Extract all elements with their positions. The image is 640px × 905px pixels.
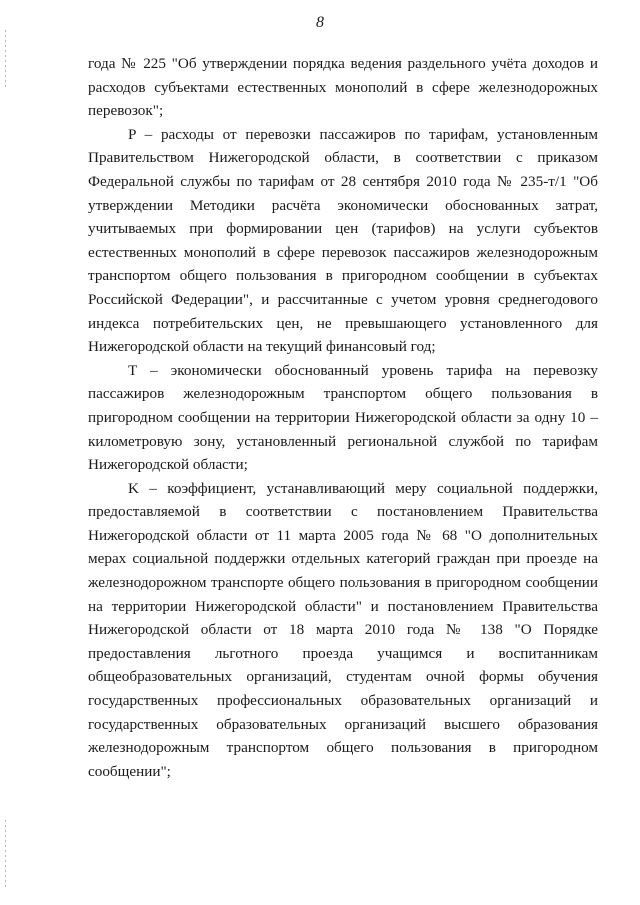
scan-edge-mark [5, 820, 6, 890]
document-body [88, 52, 598, 783]
scan-edge-mark [5, 30, 6, 90]
paragraph-definition-p: P – расходы от перевозки пассажиров по тарифам, установленным Правительством Нижегородской области, в соответствии с приказом Федеральной службы по тарифам от 28 сентября 2010 года № 235-т/1 "Об утверждении Методики расчёта экономически обоснованных затрат, учитываемых при формировании цен (тарифов) на услуги субъектов естественных монополий в сфере перевозок пассажиров железнодорожным транспортом общего пользования в пригородном сообщении в субъектах Российской Федерации", и рассчитанные с учетом уровня среднегодового индекса потребительских цен, не превышающего установленного для Нижегородской области на текущий финансовый год; [88, 125, 598, 356]
paragraph-definition-t: T – экономически обоснованный уровень тарифа на перевозку пассажиров железнодорожным транспортом общего пользования в пригородном сообщении на территории Нижегородской области за одну 10 – километровую зону, установленный региональной службой по тарифам Нижегородской области; [88, 361, 598, 474]
paragraph-continuation: года № 225 "Об утверждении порядка ведения раздельного учёта доходов и расходов субъектами естественных монополий в сфере железнодорожных перевозок"; [88, 55, 598, 120]
page-number: 8 [316, 14, 324, 31]
paragraph-definition-k: K – коэффициент, устанавливающий меру социальной поддержки, предоставляемой в соответствии с постановлением Правительства Нижегородской области от 11 марта 2005 года № 68 "О дополнительных мерах социальной поддержки отдельных категорий граждан при проезде на железнодорожном транспорте общего пользования в пригородном сообщении на территории Нижегородской области" и постановлением Правительства Нижегородской области от 18 марта 2010 года № 138 "О Порядке предоставления льготного проезда учащимся и воспитанникам общеобразовательных организаций, студентам очной формы обучения государственных профессиональных образовательных организаций и государственных образовательных организаций высшего образования железнодорожным транспортом общего пользования в пригородном сообщении"; [88, 479, 598, 780]
